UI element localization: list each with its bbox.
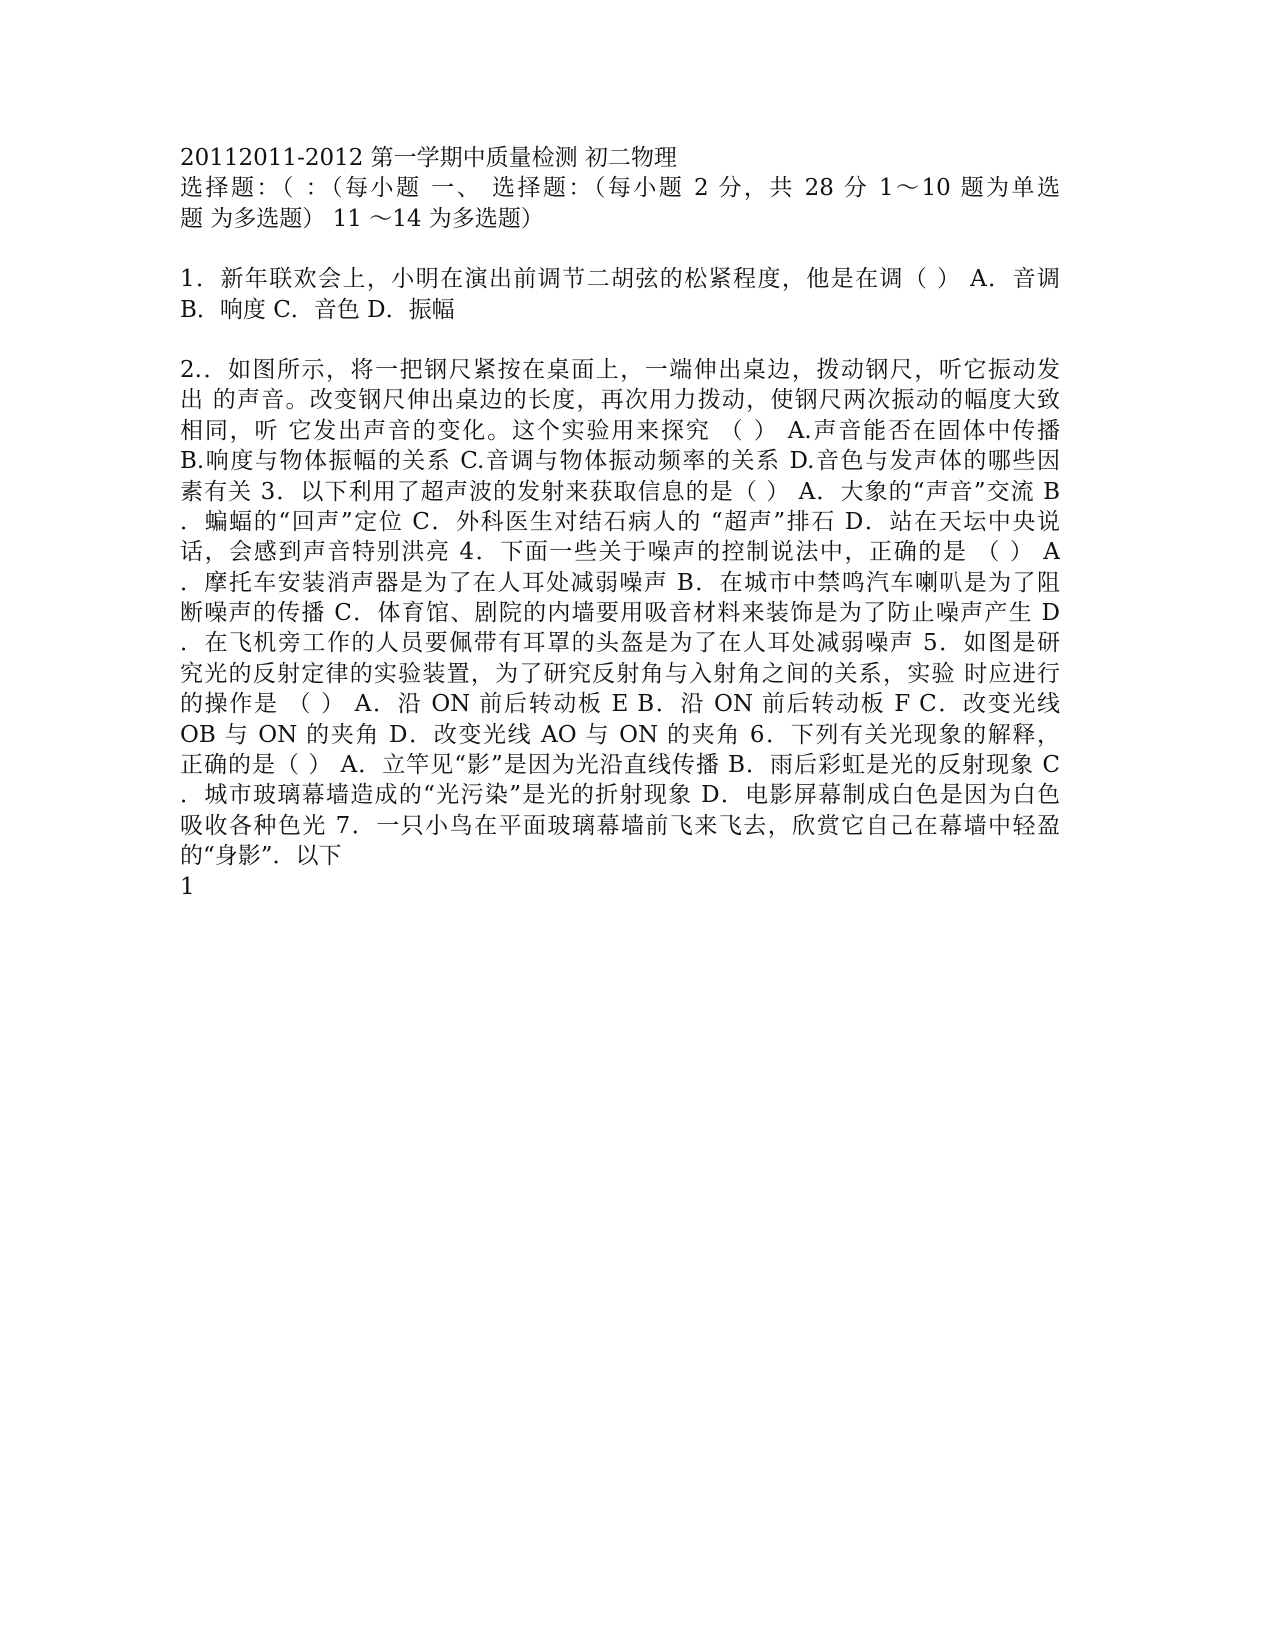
body-line: ．蝙蝠的“回声”定位 C．外科医生对结石病人的 “超声”排石 D．站在天坛中央说 — [180, 508, 1060, 535]
paragraph-gap — [180, 325, 1060, 355]
question-1-line-1: 1．新年联欢会上，小明在演出前调节二胡弦的松紧程度，他是在调（ ） A．音调 — [180, 266, 1060, 293]
paragraph-gap — [180, 234, 1060, 264]
section-intro-line-1: 选择题：（ ：（每小题 一、 选择题：（每小题 2 分，共 28 分 1～10 题为单选 — [180, 175, 1060, 202]
body-line: 素有关 3．以下利用了超声波的发射来获取信息的是（ ） A．大象的“声音”交流 B — [180, 478, 1060, 505]
document-title: 20112011-2012 第一学期中质量检测 初二物理 — [180, 145, 677, 171]
body-line: 究光的反射定律的实验装置，为了研究反射角与入射角之间的关系，实验 时应进行 — [180, 660, 1060, 687]
document-page — [180, 143, 1060, 902]
page-number: 1 — [180, 873, 195, 900]
question-1-line-2: B．响度 C．音色 D．振幅 — [180, 296, 455, 323]
body-line: 出 的声音。改变钢尺伸出桌边的长度，再次用力拨动，使钢尺两次振动的幅度大致 — [180, 387, 1060, 414]
body-line: 相同，听 它发出声音的变化。这个实验用来探究 （ ） A.声音能否在固体中传播 — [180, 417, 1060, 444]
body-line: 正确的是（ ） A．立竿见“影”是因为光沿直线传播 B．雨后彩虹是光的反射现象 C — [180, 752, 1060, 779]
body-line: 的操作是 （ ） A．沿 ON 前后转动板 E B．沿 ON 前后转动板 F C．改变光线 — [180, 691, 1060, 718]
body-line: 2.．如图所示，将一把钢尺紧按在桌面上，一端伸出桌边，拨动钢尺，听它振动发 — [180, 356, 1060, 383]
body-line: B.响度与物体振幅的关系 C.音调与物体振动频率的关系 D.音色与发声体的哪些因 — [180, 448, 1060, 475]
body-last-line: 的“身影”．以下 — [180, 843, 342, 870]
section-intro-line-2: 题 为多选题） 11 ～14 为多选题） — [180, 205, 544, 232]
body-line: ．在飞机旁工作的人员要佩带有耳罩的头盔是为了在人耳处减弱噪声 5．如图是研 — [180, 630, 1060, 657]
body-line: ．摩托车安装消声器是为了在人耳处减弱噪声 B．在城市中禁鸣汽车喇叭是为了阻 — [180, 569, 1060, 596]
body-line: 断噪声的传播 C．体育馆、剧院的内墙要用吸音材料来装饰是为了防止噪声产生 D — [180, 600, 1060, 627]
body-line: 吸收各种色光 7．一只小鸟在平面玻璃幕墙前飞来飞去，欣赏它自己在幕墙中轻盈 — [180, 812, 1060, 839]
body-line: OB 与 ON 的夹角 D．改变光线 AO 与 ON 的夹角 6．下列有关光现象的解释， — [180, 721, 1060, 748]
body-line: ．城市玻璃幕墙造成的“光污染”是光的折射现象 D．电影屏幕制成白色是因为白色 — [180, 782, 1060, 809]
body-line: 话，会感到声音特别洪亮 4．下面一些关于噪声的控制说法中，正确的是 （ ） A — [180, 539, 1060, 566]
